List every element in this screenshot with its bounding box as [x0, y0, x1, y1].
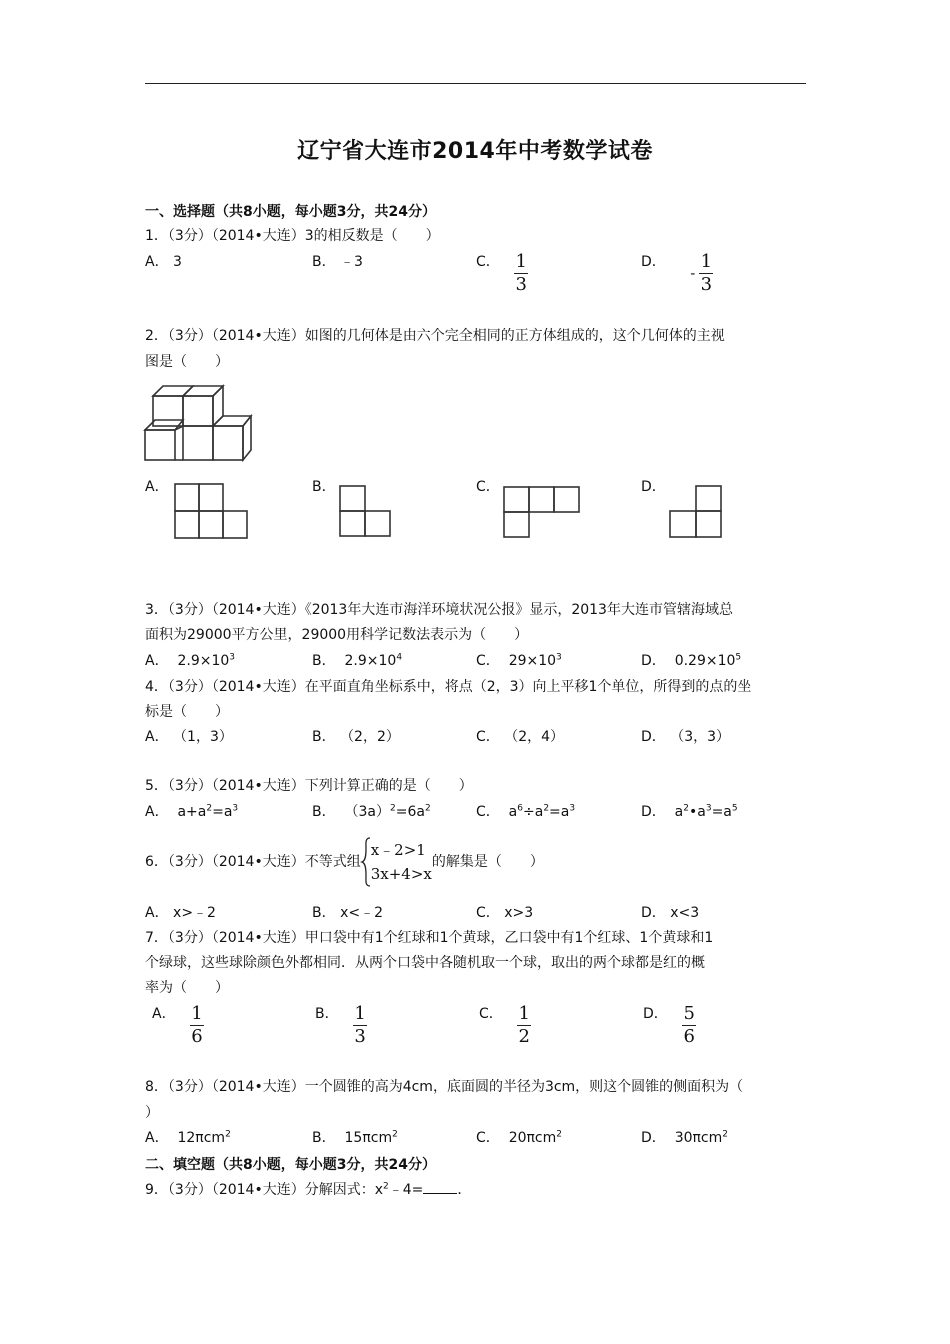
q5-option-a[interactable]: A． $a+a^2=a^3$ [145, 803, 239, 820]
q6-option-d[interactable]: D． x<3 [641, 905, 700, 921]
q2-view-a [174, 483, 248, 539]
q2-option-a[interactable]: A． [145, 479, 169, 495]
q1-option-b[interactable]: B． ﹣3 [312, 254, 363, 270]
q4-option-c[interactable]: C． （2，4） [476, 729, 565, 745]
q3-option-b[interactable]: B． $2.9\times 10^4$ [312, 652, 403, 669]
question-6-stem: 6．（3分）（2014•大连）不等式组 x﹣2>1 3x+4>x 的解集是（ ） [145, 836, 544, 888]
question-1-stem: 1．（3分）（2014•大连）3的相反数是（ ） [145, 228, 440, 244]
q4-option-a[interactable]: A． （1，3） [145, 729, 233, 745]
q7-option-c[interactable]: C． $\frac{1}{2}$ [479, 1003, 530, 1047]
top-rule [145, 83, 806, 84]
q8-option-b[interactable]: B． 15πcm$^2$ [312, 1129, 398, 1146]
question-4-stem-line2: 标是（ ） [145, 704, 229, 720]
question-8-stem-line2: ） [145, 1105, 159, 1121]
q3-option-c[interactable]: C． $29\times 10^3$ [476, 652, 562, 669]
question-9-stem: 9．（3分）（2014•大连）分解因式：$x^2﹣4=$ ． [145, 1179, 471, 1200]
page-title: 辽宁省大连市2014年中考数学试卷 [297, 139, 653, 164]
question-7-stem-line3: 率为（ ） [145, 980, 229, 996]
question-8-stem-line1: 8．（3分）（2014•大连）一个圆锥的高为4cm，底面圆的半径为3cm，则这个圆锥的侧面积为（ [145, 1079, 744, 1095]
inequality-system: x﹣2>1 3x+4>x [361, 837, 432, 887]
section-heading-fill: 二、填空题（共8小题，每小题3分，共24分） [145, 1157, 436, 1173]
q5-option-b[interactable]: B． $(3a)^2=6a^2$ [312, 803, 431, 820]
question-7-stem-line2: 个绿球，这些球除颜色外都相同．从两个口袋中各随机取一个球，取出的两个球都是红的概 [145, 955, 705, 971]
section-heading-choice: 一、选择题（共8小题，每小题3分，共24分） [145, 204, 436, 220]
question-2-stem-line2: 图是（ ） [145, 354, 229, 370]
q6-option-a[interactable]: A． x>﹣2 [145, 905, 216, 921]
q5-option-d[interactable]: D． $a^2•a^3=a^5$ [641, 803, 738, 820]
q1-option-d[interactable]: D． - $\frac{1}{3}$ [641, 251, 713, 295]
q3-option-d[interactable]: D． $0.29\times 10^5$ [641, 652, 742, 669]
q6-option-b[interactable]: B． x<﹣2 [312, 905, 383, 921]
question-3-stem-line1: 3．（3分）（2014•大连）《2013年大连市海洋环境状况公报》显示，2013年大连市管辖海域总 [145, 602, 733, 618]
question-2-stem-line1: 2．（3分）（2014•大连）如图的几何体是由六个完全相同的正方体组成的，这个几何体的主视 [145, 328, 725, 344]
q5-option-c[interactable]: C． $a^6\div a^2=a^3$ [476, 803, 576, 820]
q7-option-d[interactable]: D． $\frac{5}{6}$ [643, 1003, 695, 1047]
q1-option-c[interactable]: C． $\frac{1}{3}$ [476, 251, 527, 295]
q4-option-b[interactable]: B． （2，2） [312, 729, 400, 745]
q6-option-c[interactable]: C． x>3 [476, 905, 534, 921]
cube-solid-figure [143, 383, 253, 465]
q2-option-b[interactable]: B． [312, 479, 336, 495]
q8-option-c[interactable]: C． 20πcm$^2$ [476, 1129, 562, 1146]
q1-option-a[interactable]: A． 3 [145, 254, 182, 270]
q7-option-a[interactable]: A． $\frac{1}{6}$ [152, 1003, 203, 1047]
q3-option-a[interactable]: A． $2.9\times 10^3$ [145, 652, 236, 669]
question-3-stem-line2: 面积为29000平方公里，29000用科学记数法表示为（ ） [145, 627, 529, 643]
question-4-stem-line1: 4．（3分）（2014•大连）在平面直角坐标系中，将点（2，3）向上平移1个单位，所得到的点的坐 [145, 679, 752, 695]
q2-view-c [503, 486, 581, 538]
q8-option-a[interactable]: A． 12πcm$^2$ [145, 1129, 231, 1146]
question-5-stem: 5．（3分）（2014•大连）下列计算正确的是（ ） [145, 778, 473, 794]
question-7-stem-line1: 7．（3分）（2014•大连）甲口袋中有1个红球和1个黄球，乙口袋中有1个红球、1个黄球和1 [145, 930, 714, 946]
q4-option-d[interactable]: D． （3，3） [641, 729, 731, 745]
q2-view-d [669, 485, 723, 539]
q7-option-b[interactable]: B． $\frac{1}{3}$ [315, 1003, 366, 1047]
q2-option-c[interactable]: C． [476, 479, 500, 495]
q2-view-b [339, 485, 391, 537]
q8-option-d[interactable]: D． 30πcm$^2$ [641, 1129, 728, 1146]
q2-option-d[interactable]: D． [641, 479, 666, 495]
q9-answer-blank[interactable] [423, 1179, 457, 1194]
